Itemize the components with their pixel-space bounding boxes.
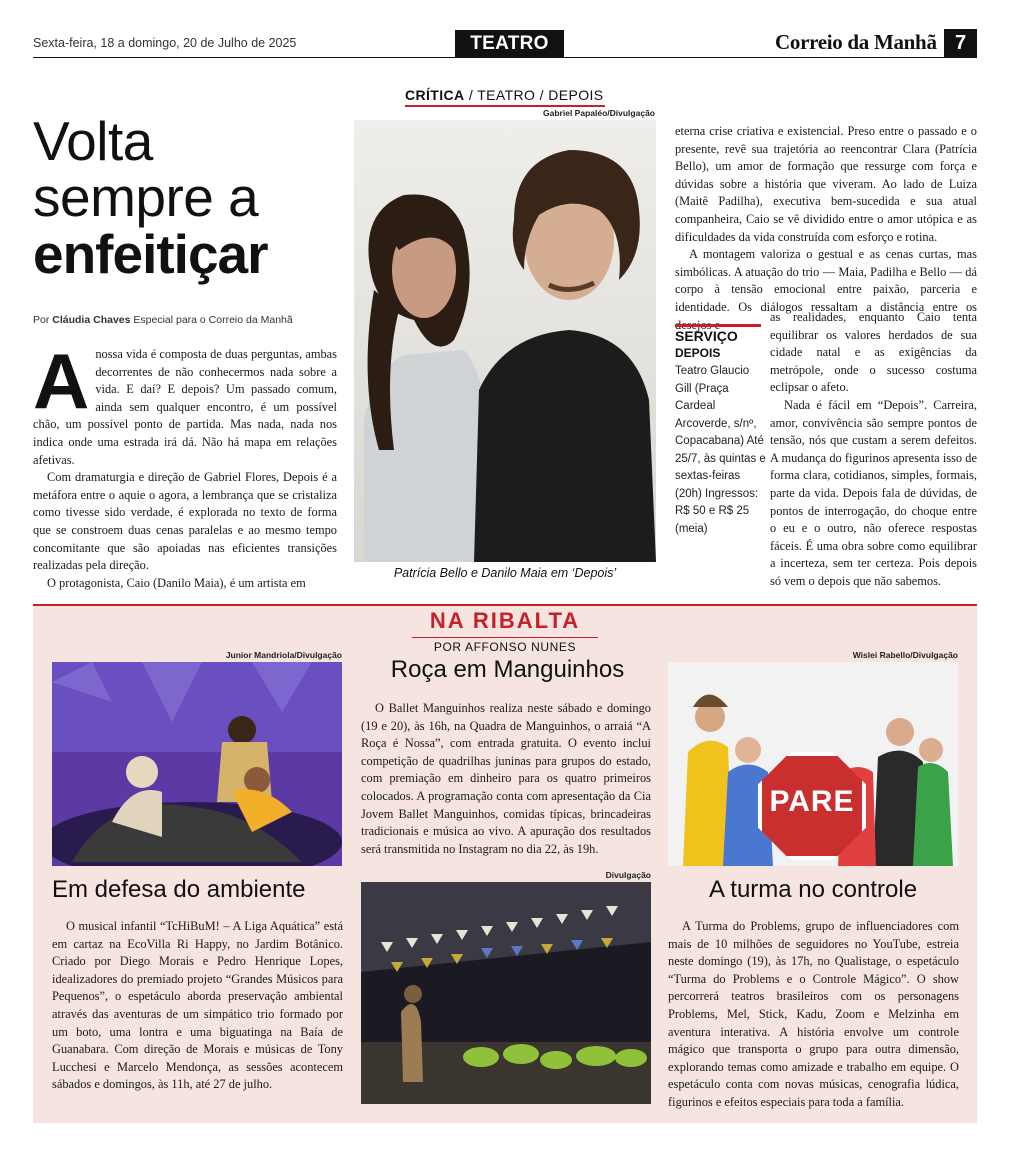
dropcap: A [33, 337, 90, 425]
main-photo-credit: Gabriel Papaléo/Divulgação [543, 108, 655, 118]
main-photo-caption: Patrícia Bello e Danilo Maia em ‘Depois’ [393, 566, 617, 580]
page-number: 7 [944, 29, 977, 57]
newspaper-name: Correio da Manhã [775, 30, 937, 54]
story3-photo [668, 662, 958, 866]
kicker-path: / TEATRO / DEPOIS [464, 87, 604, 103]
col3-paragraph-3: Nada é fácil em “Depois”. Carreira, amor, convivência são sempre pontos de tensão, nós que custam a serem defeitos. A mudança do figurinos apresenta isso de forma clara, cotidianos, simples, formais, parte da vida. Depois fala de dúvidas, de pontos de interrogação, do choque entre o eu e o outro, não oferece respostas fáceis. É uma obra sobre como equilibrar a incerteza, sem ter certeza. Pois depois só vem o depois que não sabemos. [770, 397, 977, 588]
article-column-3 [675, 123, 977, 334]
servico-rule [675, 324, 761, 327]
story1-text [52, 918, 343, 1094]
story2-photo-credit: Divulgação [605, 870, 651, 880]
ribalta-title: NA RIBALTA [429, 608, 581, 633]
story1-photo-credit: Junior Mandriola/Divulgação [225, 650, 342, 660]
servico-title: SERVIÇO [675, 328, 738, 344]
stop-sign-text: PARE [769, 785, 855, 818]
paragraph-3: O protagonista, Caio (Danilo Maia), é um artista em [47, 575, 306, 590]
story2-paragraph: O Ballet Manguinhos realiza neste sábado e domingo (19 e 20), às 16h, na Quadra de Manguinhos, o arraiá “A Roça é Nossa”, com entrada gratuita. O evento inclui competição de quadrilhas juninas para grupos do estado, com premiação em dinheiro para os quatro primeiros colocados. A programação conta com apresentação da Cia Jovem Ballet Manguinhos, comidas típicas, brincadeiras tradicionais e música ao vivo. A apuração dos resultados será transmitida no Instagram no dia 22, às 19h. [361, 701, 651, 856]
story3-headline: A turma no controle [708, 876, 918, 903]
ribalta-subtitle: POR AFFONSO NUNES [433, 640, 577, 654]
story1-paragraph: O musical infantil “TcHiBuM! – A Liga Aquática” está em cartaz na EcoVilla Ri Happy, no Jardim Botânico. Criado por Diego Morais e Pedro Henrique Lopes, idealizadores do premiado projeto “Grandes Músicos para Pequenos”, o espetáculo aborda preservação ambiental através das aventuras de um simpático trio formado por um boto, uma lontra e uma biguatinga na Baía de Guanabara. Com direção de Morais e músicas de Tony Lucchesi e Marcelo Mendonça, as sessões acontecem sábados e domingos, às 11h, até 27 de julho. [52, 919, 343, 1092]
story1-photo [52, 662, 342, 866]
section-label: TEATRO [455, 30, 564, 57]
article-column-1 [33, 337, 337, 592]
headline-line-2: sempre a [33, 166, 259, 228]
paragraph-2: Com dramaturgia e direção de Gabriel Flores, Depois é a metáfora entre o aquie o agora, a lembrança que se cristaliza como tivesse sido verdade, é explorada no texto de forma que se constroem duas cenas paralelas e ao mesmo tempo concomitante que são apoiadas nas eficientes transições realizadas pela direção. [33, 470, 337, 573]
header-rule [33, 57, 977, 58]
story2-text [361, 700, 651, 858]
story3-text [668, 918, 959, 1112]
main-photo [354, 120, 656, 562]
kicker-critica: CRÍTICA [405, 87, 465, 103]
servico-details: Teatro Glaucio Gill (Praça Cardeal Arcoverde, s/nº, Copacabana) Até 25/7, às quintas e sextas-feiras (20h) Ingressos: R$ 50 e R$ 25 (meia) [675, 365, 766, 535]
story3-paragraph: A Turma do Problems, grupo de influenciadores com mais de 10 milhões de seguidores no YouTube, estreia neste domingo (19), às 17h, no Qualistage, o espetáculo “Turma do Problems e o Controle Mágico”. O show percorrerá teatros brasileiros com os personagens Problems, Mel, Stick, Kadu, Zoom e Melzinha em aventura interativa. A história envolve um controle mágico que transporta o grupo para outra dimensão, explorando temas como amizade e trabalho em equipe. O espetáculo conta com novas músicas, cenografia lúdica, figurinos e efeitos especiais para toda a família. [668, 919, 959, 1109]
col3-paragraph-2-cont: as realidades, enquanto Caio tenta equilibrar os valores herdados de sua cidade natal e as exigências da metrópole, onde o sucesso costuma eclipsar o afeto. [770, 310, 977, 395]
byline-suffix: Especial para o Correio da Manhã [130, 314, 293, 326]
article-column-3-continued [770, 309, 977, 591]
byline-prefix: Por [33, 314, 53, 326]
story1-headline: Em defesa do ambiente [52, 876, 306, 903]
col3-paragraph-1: eterna crise criativa e existencial. Preso entre o passado e o presente, revê sua trajetória ao reencontrar Clara (Patrícia Bello), um amor de formação que ressurge com força e dúvidas sobre a história que viveram. Ao lado de Luiza (Maitê Padilha), executiva bem-sucedida e sua atual companheira, Caio se vê dividido entre o amor utópica e as dificuldades da vida construída com esforço e rotina. [675, 124, 977, 244]
col3-paragraph-2: A montagem valoriza o gestual e as cenas curtas, mas simbólicas. A atuação do trio — Maia, Padilha e Bello — dá corpo à tensão emocional entre paixão, parceria e identidade. Os diálogos ressaltam a distância entre os [675, 247, 977, 314]
byline-author: Cláudia Chaves [52, 314, 131, 326]
headline [33, 110, 268, 285]
kicker-underline [405, 105, 605, 107]
headline-line-1: Volta [33, 110, 153, 172]
ribalta-title-rule [412, 637, 598, 638]
servico-show: DEPOIS [675, 346, 721, 360]
issue-date: Sexta-feira, 18 a domingo, 20 de Julho de 2025 [33, 36, 297, 50]
article-kicker [405, 87, 604, 103]
byline [33, 314, 293, 326]
story2-photo [361, 882, 651, 1104]
story2-headline: Roça em Manguinhos [390, 656, 625, 683]
paragraph-1: nossa vida é composta de duas perguntas, ambas decorrentes de não conhecermos nada sobre a vida. E daí? E depois? Um passado comum, ainda sem qualquer encontro, é um possível chão, um possível ponto de partida. Mas nada, nada nos indica onde uma estrada irá dá. Não há mapa em relações afetivas. [33, 347, 337, 467]
headline-line-3: enfeitiçar [33, 223, 268, 285]
story3-photo-credit: Wislei Rabello/Divulgação [852, 650, 958, 660]
